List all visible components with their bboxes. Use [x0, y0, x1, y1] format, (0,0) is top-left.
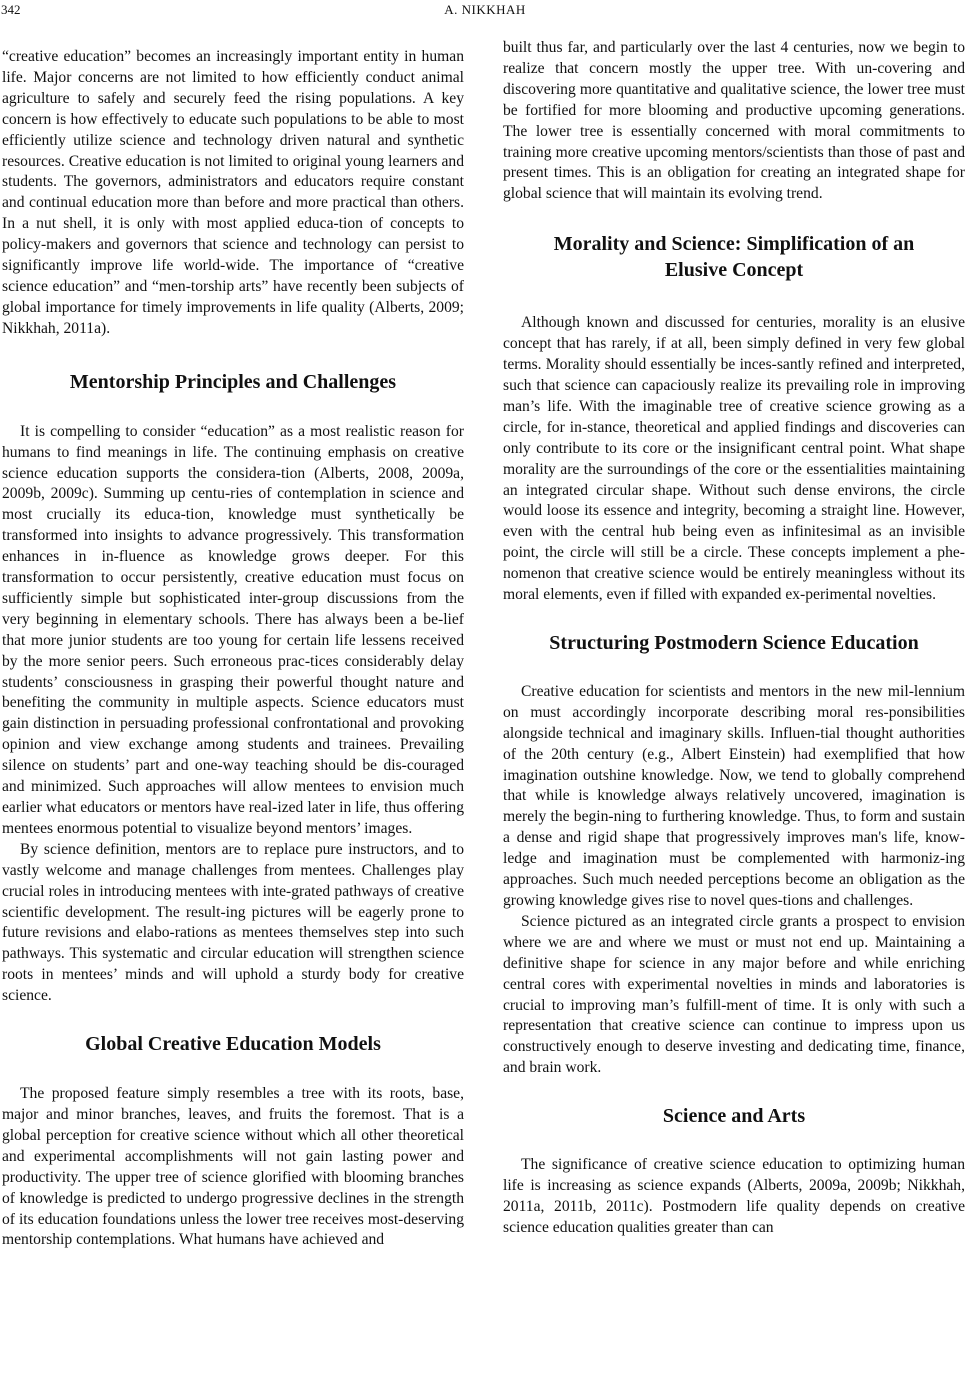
page-number: 342 — [1, 2, 21, 17]
section-heading-postmodern: Structuring Postmodern Science Education — [549, 631, 919, 654]
left-column — [2, 47, 464, 1251]
intro-paragraph: “creative education” becomes an increasingly important entity in human life. Major concerns are not limited to how efficiently conduct animal agriculture to safely and securely feed the rising populations. A key concern is how effectively to educate such populations to be able to most efficiently utilize science and technology driven natural and synthetic resources. Creative education is not limited to original young learners and students. The governors, administrators and educators require constant and continual education more than before and more practical than others. In a nut shell, it is only with most applied educa-tion of concepts to policy-makers and governors that science and technology can persist to significantly improve life world-wide. The importance of “creative science education” and “men-torship arts” have recently been subjects of global importance for timely improvements in life quality (Alberts, 2009; Nikkhah, 2011a). — [2, 48, 464, 337]
body-paragraph: The proposed feature simply resembles a tree with its roots, base, major and minor branches, leaves, and fruits the foremost. That is a global perception for creative science without which all other theoretical and experimental accomplishments will not gain lasting power and productivity. The upper tree of science glorified with blooming branches of knowledge is predicted to undergo progressive declines in the strength of its education foundations unless the lower tree receives most-deserving mentorship contemplations. What humans have achieved and — [2, 1085, 464, 1249]
continuation-paragraph: built thus far, and particularly over the last 4 centuries, now we begin to realize that concern mostly the upper tree. With un-covering and discovering more quantitative and qualitative science, the lower tree must be fortified for more blooming and productive upcoming generations. The lower tree is essentially concerned with moral commitments to training more creative upcoming mentors/scientists than those of past and present times. This is an obligation for creating an integrated shape for global science that will maintain its evolving trend. — [503, 39, 965, 203]
section-heading-mentorship: Mentorship Principles and Challenges — [69, 370, 397, 393]
body-paragraph: Although known and discussed for centuries, morality is an elusive concept that has rarely, if at all, been simply defined in very few global terms. Morality should essentially be inces-santly refined and interpreted, such that science can capaciously realize its prevailing role in improving man’s life. With the imaginable tree of creative science growing as a circle, for in-stance, theoretical and applied findings and discoveries can only contribute to its core or the insignificant central point. What shape morality are the surroundings of the core or the essentialities maintaining an integrated circular shape. Without such dense environs, the circle would loose its essence and integrity, becoming a straight line. However, even with the central hub being even as infinitesimal as an invisible point, the circle will still be a circle. These concepts implement a phe-nomenon that creative science would be entirely meaningless without its moral elements, even if filled with expanded ex-perimental novelties. — [503, 314, 965, 604]
right-column — [503, 38, 965, 1239]
body-paragraph: Science pictured as an integrated circle grants a prospect to envision where we are and where we must or must not end up. Maintaining a definitive shape for science in any major before and while enriching central cores with experimental novelties in minds and laboratories is crucial to improving man’s fulfill-ment of time. It is only with such a representation that creative science can continue to impress upon us constructively enough to deserve investing and dedicating time, finance, and brain work. — [503, 912, 965, 1077]
section-heading-global-models: Global Creative Education Models — [85, 1033, 381, 1056]
section-heading-morality: Morality and Science: Simplification of an Elusive Concept — [553, 233, 915, 282]
body-paragraph: Creative education for scientists and mentors in the new mil-lennium on must accordingly incorporate describing moral res-ponsibilities alongside technical and imaginary skills. Influen-tial thought authorities of the 20th century (e.g., Albert Einstein) had exemplified that how imagination outshine knowledge. Now, we tend to globally comprehend that while is knowledge always relatively uncovered, imagination is merely the begin-ning to furthering knowledge. Thus, to form and sustain a dense and rigid shape that progressively improves man's life, know-ledge and imagination must be complemented with harmoniz-ing approaches. Such much needed perceptions become an obligation as the growing knowledge gives rise to novel ques-tions and challenges. — [503, 682, 965, 909]
body-paragraph: By science definition, mentors are to replace pure instructors, and to vastly welcome and manage challenges from mentees. Challenges play crucial roles in introducing mentees with inte-grated pathways of creative scientific development. The result-ing pictures will be eagerly prone to future revisions and elabo-rations as mentees themselves step into such pathways. This systematic and circular education will strengthen science roots in mentees’ minds and will uphold a sturdy body for creative science. — [2, 840, 464, 1005]
body-paragraph: The significance of creative science education to optimizing human life is increasing as science expands (Alberts, 2009a, 2009b; Nikkhah, 2011a, 2011b, 2011c). Postmodern life quality depends on creative science education qualities greater than can — [503, 1156, 965, 1236]
body-paragraph: It is compelling to consider “education” as a most realistic reason for humans to find meanings in life. The continuing emphasis on creative science education supports the considera-tion (Alberts, 2008, 2009a, 2009b, 2009c). Summing up centu-ries of contemplation in science and most crucially its educa-tion, knowledge must synthetically be transformed into insights to advance progressively. This transformation enhances in in-fluence as knowledge grows deeper. For this transformation to occur persistently, creative education must focus on sufficiently simple but sophisticated inter-group discussions from the very beginning in elementary schools. There has always been a be-lief that more junior students are too young for certain life lessens received by the more senior peers. Such erroneous prac-tices considerably delay students’ consciousness in grasping their powerful thought nature and benefiting the community in multiple aspects. Science educators must gain distinction in persuading professional confrontational and provoking opinion and view exchange among students and trainees. Prevailing silence on students’ part and one-way teaching should be dis-couraged and minimized. Such approaches will allow mentees to envision much earlier what educators or mentors have real-ized later in life, thus offering mentees enormous potential to visualize beyond mentors’ images. — [2, 422, 464, 837]
running-author: A. NIKKHAH — [444, 2, 526, 17]
section-heading-science-arts: Science and Arts — [662, 1105, 806, 1128]
running-header — [0, 0, 970, 22]
